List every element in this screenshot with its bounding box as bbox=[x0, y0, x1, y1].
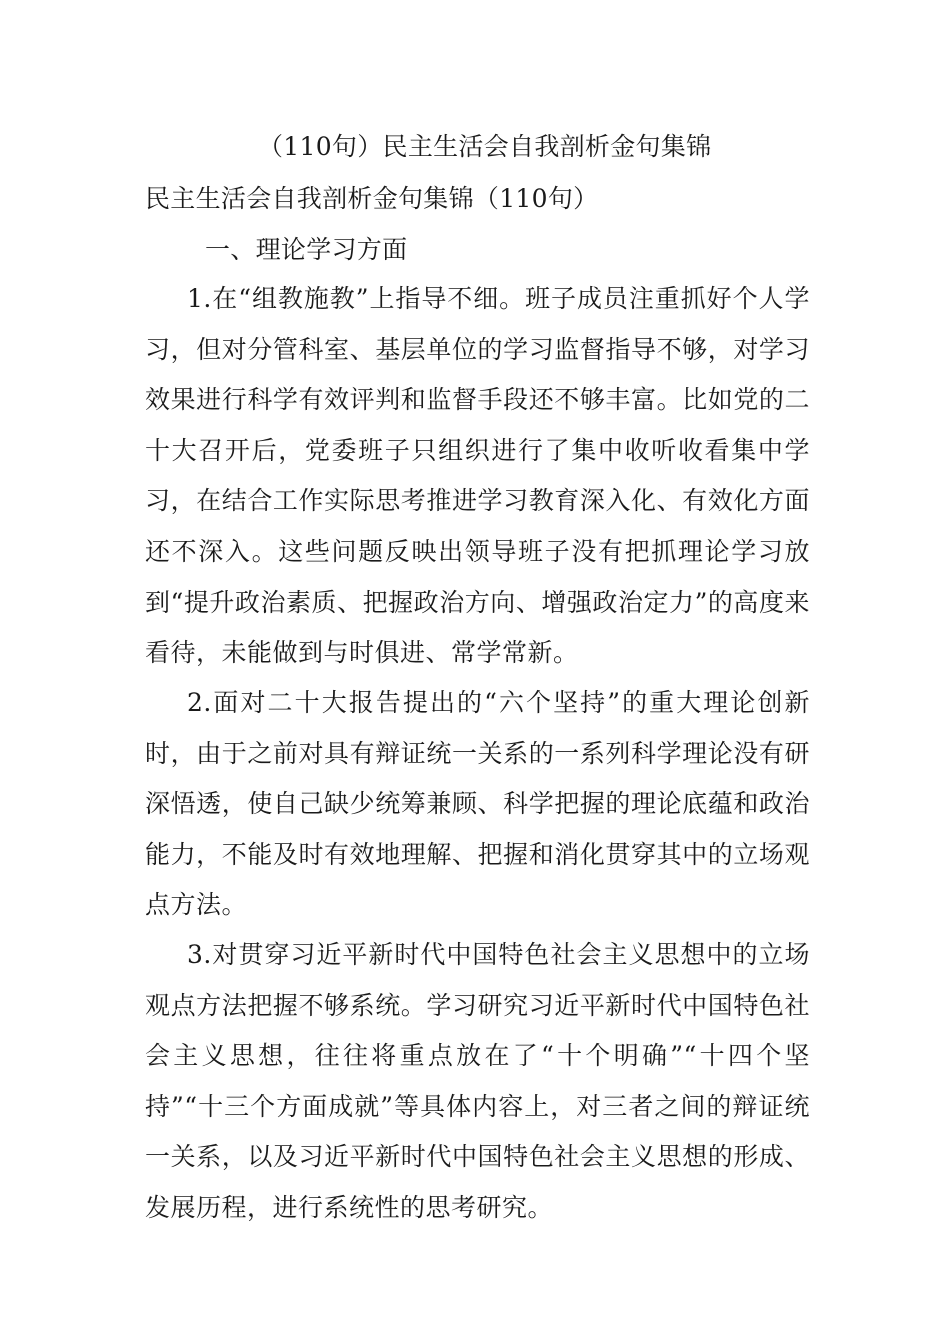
section-heading: 一、理论学习方面 bbox=[205, 235, 408, 264]
paragraph-1: 1.在“组教施教”上指导不细。班子成员注重抓好个人学习，但对分管科室、基层单位的学习监督指导不够，对学习效果进行科学有效评判和监督手段还不够丰富。比如党的二十大召开后，党委班子只组织进行了集中收听收看集中学习，在结合工作实际思考推进学习教育深入化、有效化方面还不深入。这些问题反映出领导班子没有把抓理论学习放到“提升政治素质、把握政治方向、增强政治定力”的高度来看待，未能做到与时俱进、常学常新。 bbox=[145, 284, 810, 668]
document-title: （110句）民主生活会自我剖析金句集锦 bbox=[258, 132, 712, 161]
paragraph-3: 3.对贯穿习近平新时代中国特色社会主义思想中的立场观点方法把握不够系统。学习研究习近平新时代中国特色社会主义思想，往往将重点放在了“十个明确”“十四个坚持”“十三个方面成就”等具体内容上，对三者之间的辩证统一关系，以及习近平新时代中国特色社会主义思想的形成、发展历程，进行系统性的思考研究。 bbox=[145, 940, 810, 1222]
paragraph-2: 2.面对二十大报告提出的“六个坚持”的重大理论创新时，由于之前对具有辩证统一关系的一系列科学理论没有研深悟透，使自己缺少统筹兼顾、科学把握的理论底蕴和政治能力，不能及时有效地理解、把握和消化贯穿其中的立场观点方法。 bbox=[145, 688, 810, 920]
document-subtitle: 民主生活会自我剖析金句集锦（110句） bbox=[145, 184, 599, 213]
